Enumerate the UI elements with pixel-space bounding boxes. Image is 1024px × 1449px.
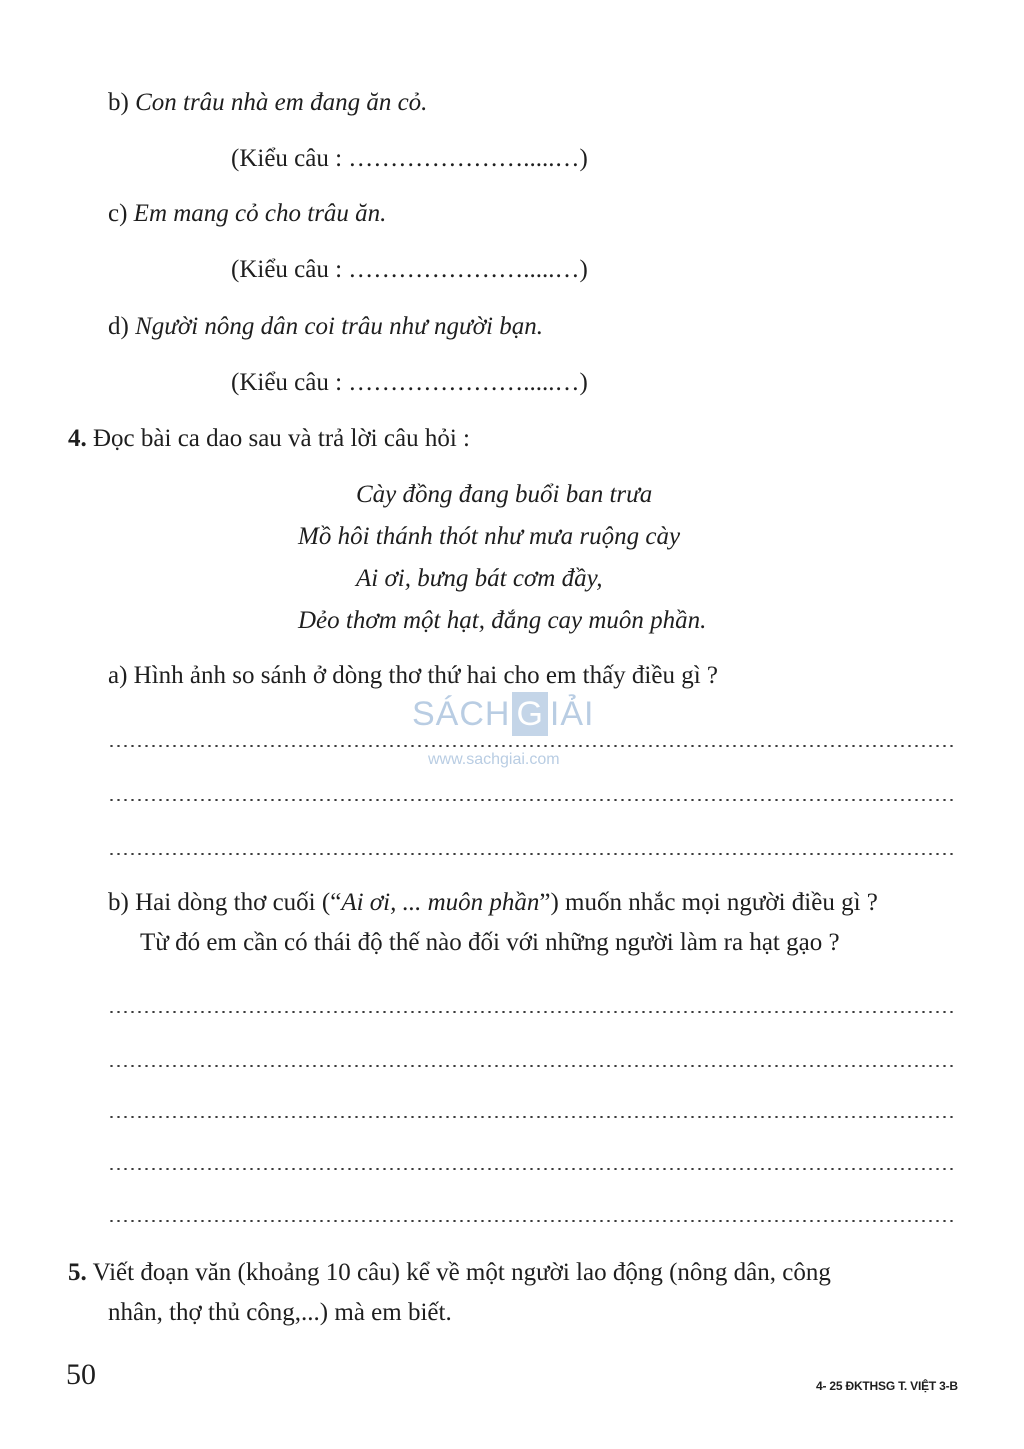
q4-b-label: b) <box>108 889 129 916</box>
answer-dotted-line <box>108 1011 954 1013</box>
poem-line-3: Ai ơi, bưng bát cơm đầy, <box>356 565 603 592</box>
q4-number: 4. <box>68 425 87 452</box>
answer-dotted-line <box>108 1168 954 1170</box>
watermark-text-pre: SÁCH <box>412 695 511 733</box>
footer-code: 4- 25 ĐKTHSG T. VIỆT 3-B <box>816 1379 958 1393</box>
q5-number: 5. <box>68 1259 87 1286</box>
q4-a-question: Hình ảnh so sánh ở dòng thơ thứ hai cho em thấy điều gì ? <box>133 662 719 689</box>
q3-c-answer-prompt: (Kiểu câu : ………………….....…) <box>231 256 588 283</box>
q4-instruction: Đọc bài ca dao sau và trả lời câu hỏi : <box>93 425 470 452</box>
q3-b-label: b) <box>108 89 129 116</box>
q4-a-label: a) <box>108 662 128 689</box>
poem-line-2: Mồ hôi thánh thót như mưa ruộng cày <box>298 523 681 550</box>
q5-line-2: nhân, thợ thủ công,...) mà em biết. <box>108 1299 452 1326</box>
watermark-g-block: G <box>512 692 547 736</box>
answer-dotted-line <box>108 799 954 801</box>
watermark-logo <box>412 690 595 738</box>
q4-a <box>108 661 718 691</box>
poem-line-4: Dẻo thơm một hạt, đắng cay muôn phần. <box>298 607 707 634</box>
q4-heading <box>68 424 470 454</box>
q4-b <box>108 888 878 918</box>
q5-line-1 <box>68 1258 831 1288</box>
q3-b <box>108 88 427 118</box>
q3-c-sentence: Em mang cỏ cho trâu ăn. <box>133 200 387 227</box>
answer-dotted-line <box>108 1220 954 1222</box>
q3-c <box>108 199 386 229</box>
q3-d <box>108 312 543 342</box>
watermark-url: www.sachgiai.com <box>428 751 560 768</box>
q4-b-line2: Từ đó em cần có thái độ thế nào đối với những người làm ra hạt gạo ? <box>140 929 840 956</box>
page-number: 50 <box>66 1358 96 1391</box>
answer-dotted-line <box>108 745 954 747</box>
q5-text-1: Viết đoạn văn (khoảng 10 câu) kể về một người lao động (nông dân, công <box>92 1259 831 1286</box>
q3-b-sentence: Con trâu nhà em đang ăn cỏ. <box>135 89 428 116</box>
q3-d-label: d) <box>108 313 129 340</box>
q3-d-sentence: Người nông dân coi trâu như người bạn. <box>135 313 543 340</box>
answer-dotted-line <box>108 853 954 855</box>
q3-b-answer-prompt: (Kiểu câu : ………………….....…) <box>231 145 588 172</box>
poem-line-1: Cày đồng đang buổi ban trưa <box>356 481 653 508</box>
q3-d-answer-prompt: (Kiểu câu : ………………….....…) <box>231 369 588 396</box>
q4-b-quote: Ai ơi, ... muôn phần <box>341 889 540 916</box>
q3-c-label: c) <box>108 200 128 227</box>
q4-b-question-post: ”) muốn nhắc mọi người điều gì ? <box>539 889 878 916</box>
q4-b-question-pre: Hai dòng thơ cuối (“ <box>135 889 342 916</box>
watermark-text-post: IẢI <box>549 695 595 733</box>
answer-dotted-line <box>108 1065 954 1067</box>
answer-dotted-line <box>108 1116 954 1118</box>
